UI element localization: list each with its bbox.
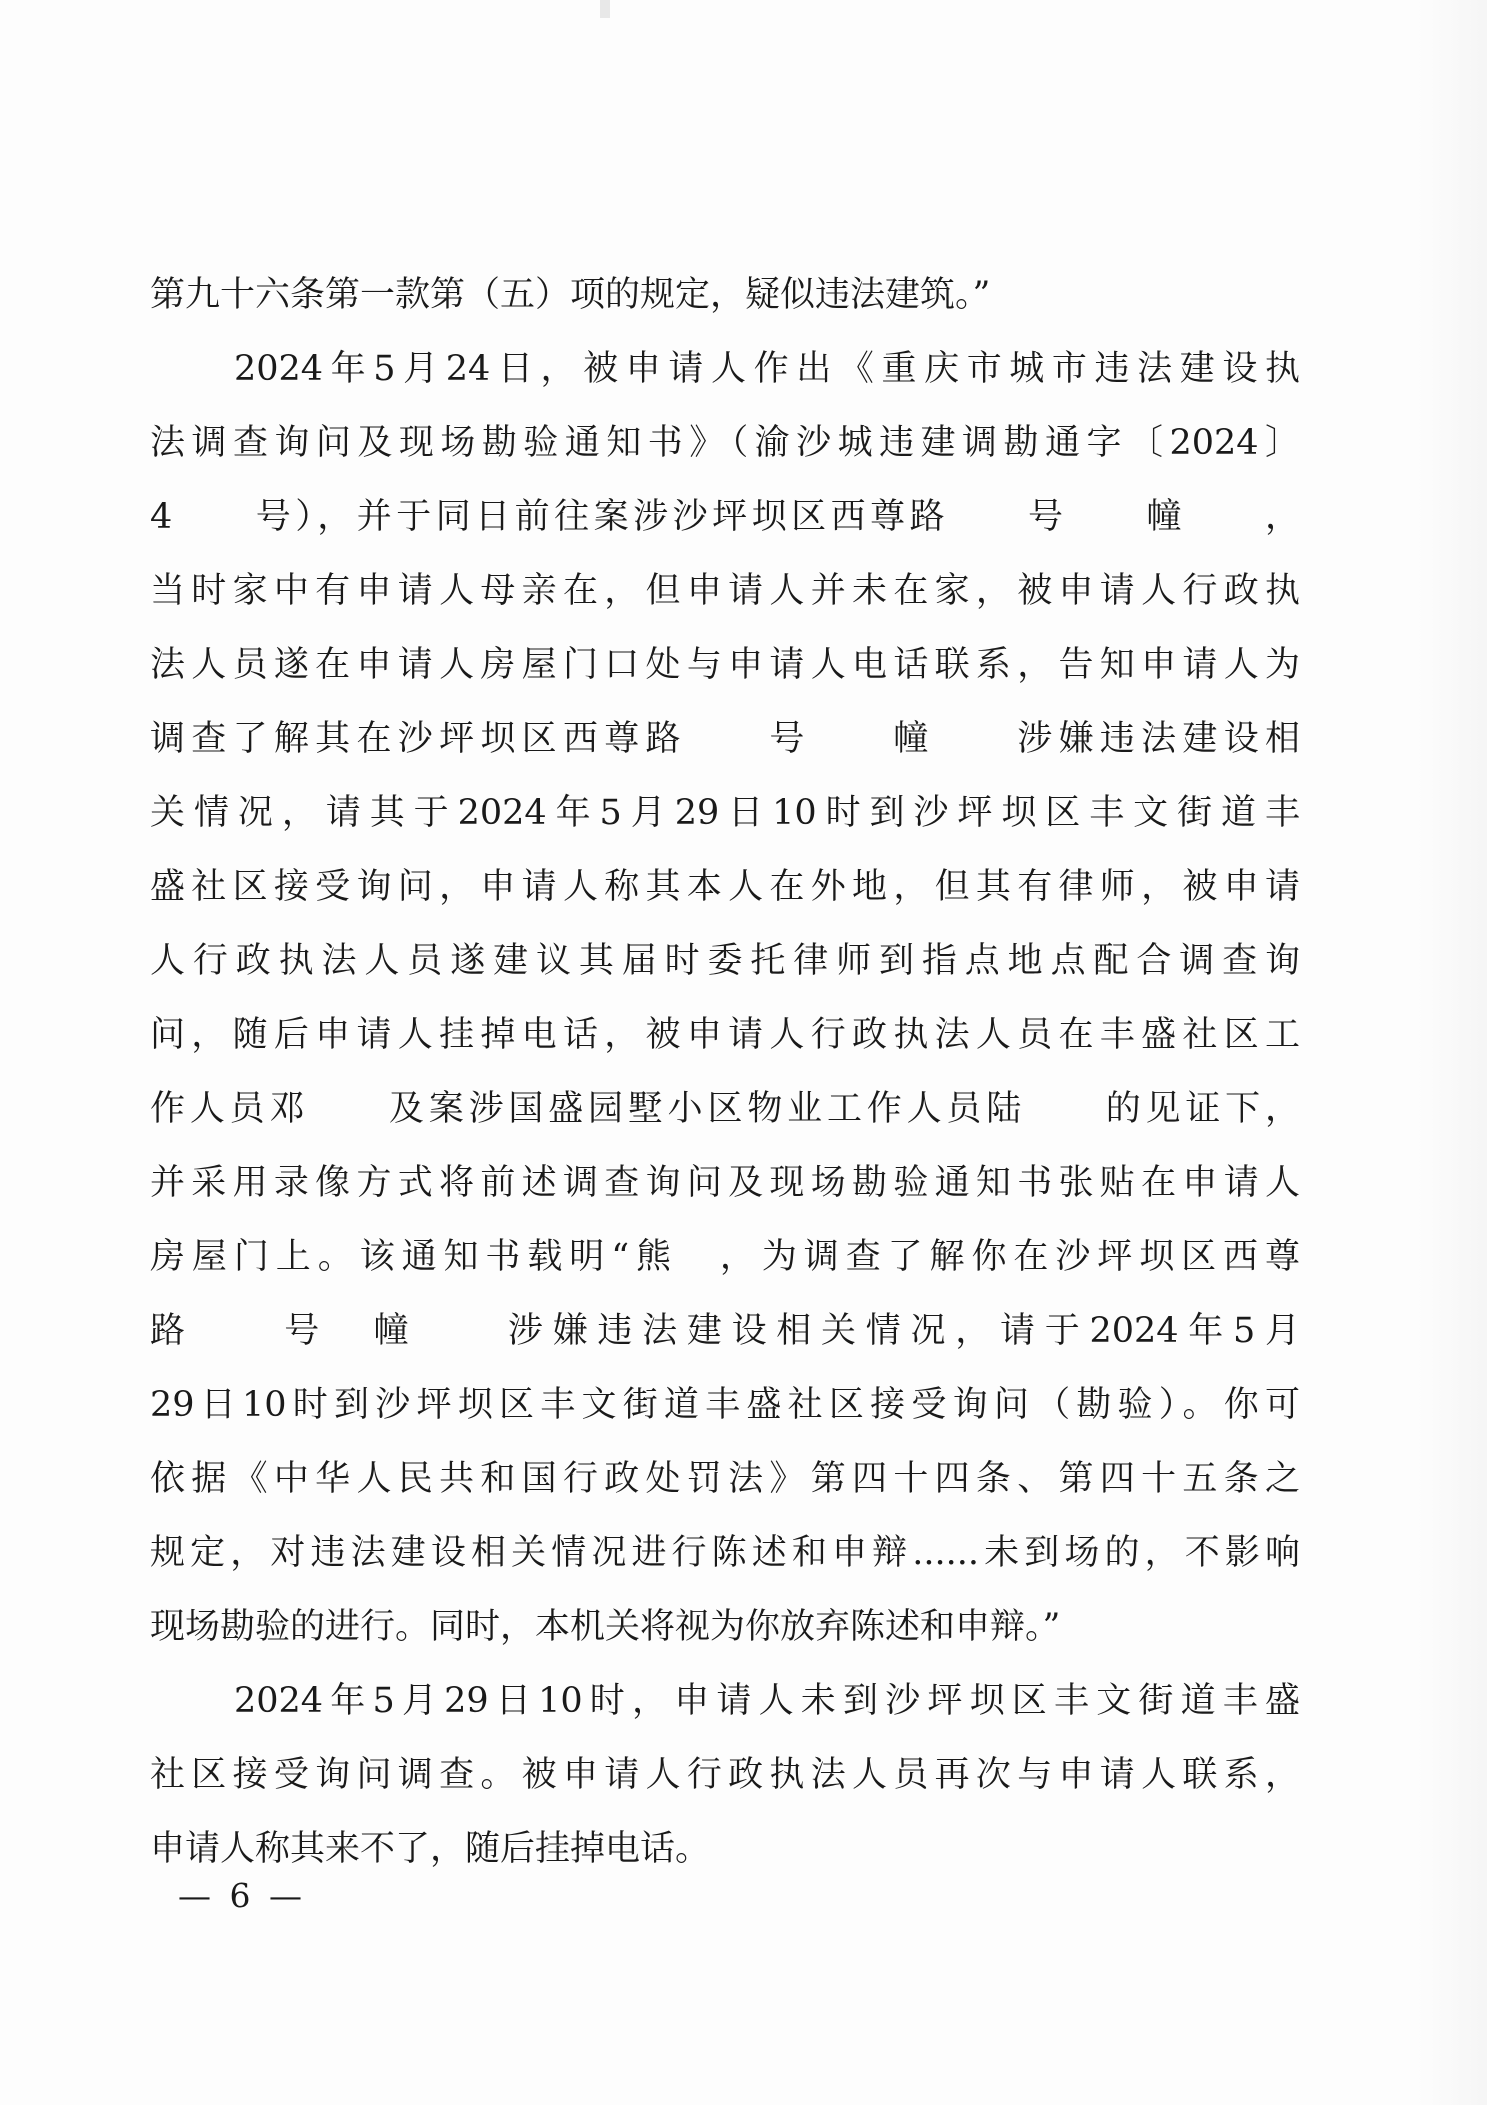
paragraph-line: 并采用录像方式将前述调查询问及现场勘验通知书张贴在申请人 bbox=[150, 1163, 1300, 1203]
paragraph-line: 2024年5月29日10时，申请人未到沙坪坝区丰文街道丰盛 bbox=[234, 1681, 1300, 1721]
paragraph-line: 4 号），并于同日前往案涉沙坪坝区西尊路 号 幢 ， bbox=[150, 497, 1300, 537]
paragraph-line: 社区接受询问调查。被申请人行政执法人员再次与申请人联系， bbox=[150, 1755, 1300, 1795]
paragraph-line: 法调查询问及现场勘验通知书》（渝沙城违建调勘通字〔2024〕 bbox=[150, 423, 1300, 463]
paragraph-line: 法人员遂在申请人房屋门口处与申请人电话联系，告知申请人为 bbox=[150, 645, 1300, 685]
paragraph-line: 路 号 幢 涉嫌违法建设相关情况，请于2024年5月 bbox=[150, 1311, 1300, 1351]
paragraph-line: 29日10时到沙坪坝区丰文街道丰盛社区接受询问（勘验）。你可 bbox=[150, 1385, 1300, 1425]
paragraph-line: 现场勘验的进行。同时，本机关将视为你放弃陈述和申辩。” bbox=[150, 1607, 1061, 1647]
paragraph-line: 问，随后申请人挂掉电话，被申请人行政执法人员在丰盛社区工 bbox=[150, 1015, 1300, 1055]
document-body bbox=[150, 258, 1300, 1886]
paragraph-line: 2024年5月24日，被申请人作出《重庆市城市违法建设执 bbox=[234, 349, 1300, 389]
paragraph-line: 房屋门上。该通知书载明“熊 ，为调查了解你在沙坪坝区西尊 bbox=[150, 1237, 1300, 1277]
paragraph-line: 当时家中有申请人母亲在，但申请人并未在家，被申请人行政执 bbox=[150, 571, 1300, 611]
paragraph-line: 调查了解其在沙坪坝区西尊路 号 幢 涉嫌违法建设相 bbox=[150, 719, 1300, 759]
paragraph-line: 人行政执法人员遂建议其届时委托律师到指点地点配合调查询 bbox=[150, 941, 1300, 981]
paragraph-line: 盛社区接受询问，申请人称其本人在外地，但其有律师，被申请 bbox=[150, 867, 1300, 907]
paragraph-line: 作人员邓 及案涉国盛园墅小区物业工作人员陆 的见证下， bbox=[150, 1089, 1300, 1129]
paragraph-line: 依据《中华人民共和国行政处罚法》第四十四条、第四十五条之 bbox=[150, 1459, 1300, 1499]
paragraph-line: 规定，对违法建设相关情况进行陈述和申辩......未到场的，不影响 bbox=[150, 1533, 1300, 1573]
paragraph-line: 第九十六条第一款第（五）项的规定，疑似违法建筑。” bbox=[150, 275, 991, 315]
paragraph-line: 申请人称其来不了，随后挂掉电话。 bbox=[150, 1829, 711, 1869]
scan-shadow bbox=[1417, 0, 1487, 2105]
scan-artifact bbox=[600, 0, 610, 18]
page-number: — 6 — bbox=[178, 1876, 306, 1915]
paragraph-line: 关情况，请其于2024年5月29日10时到沙坪坝区丰文街道丰 bbox=[150, 793, 1300, 833]
